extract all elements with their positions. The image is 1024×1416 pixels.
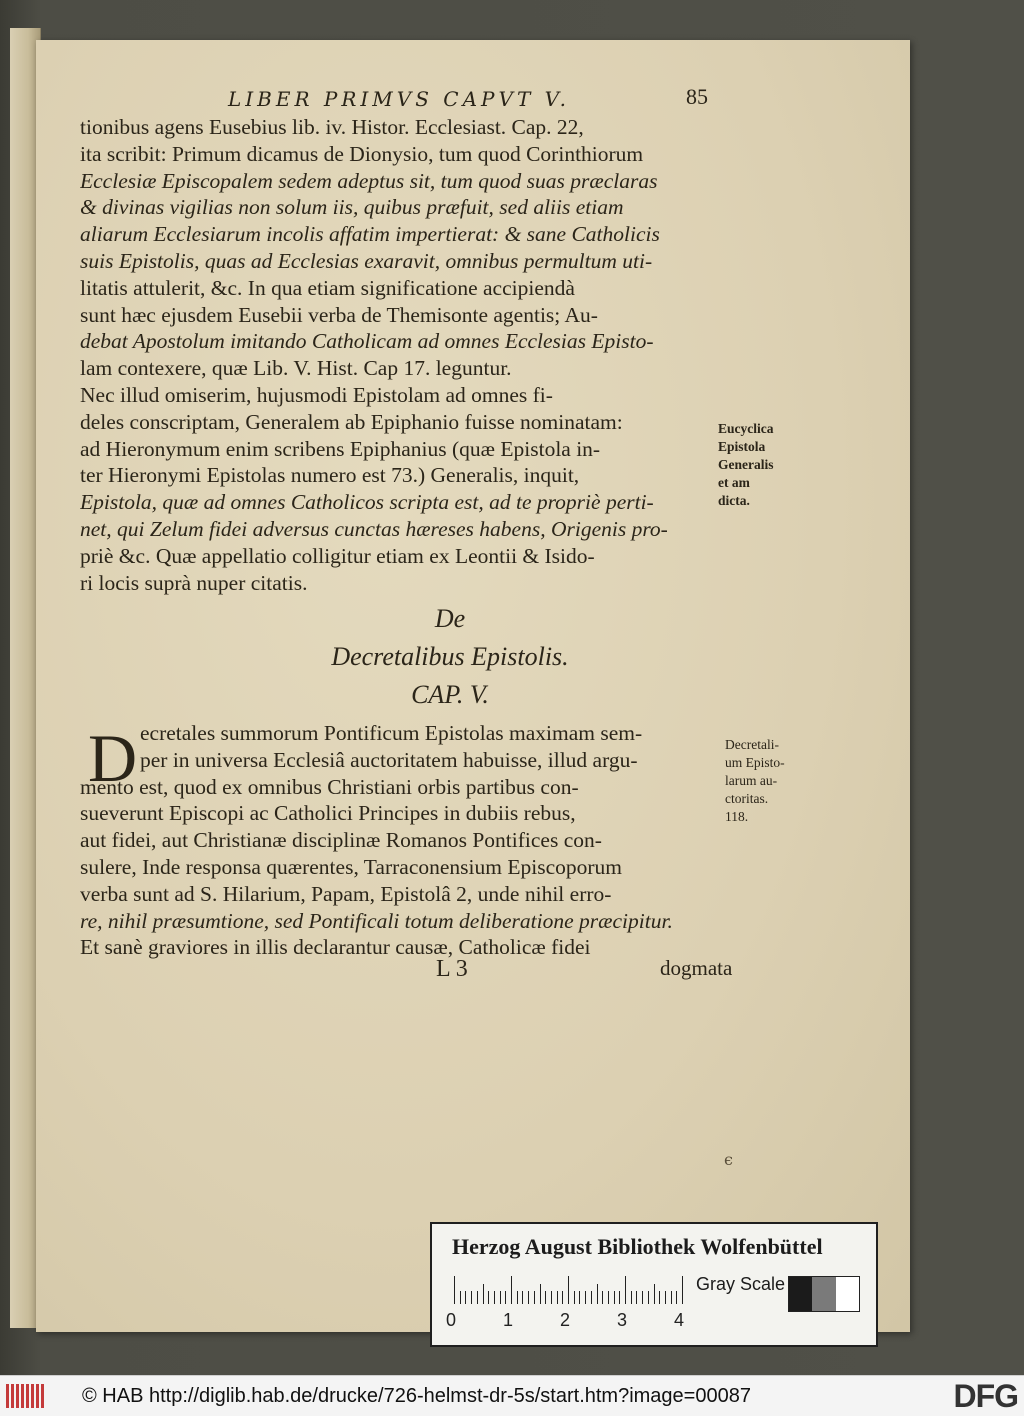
text-line: suis Epistolis, quas ad Ecclesias exaravit, omnibus permultum uti- — [80, 249, 653, 273]
ruler-tick — [597, 1284, 598, 1304]
drop-capital: D — [88, 720, 138, 796]
ruler-tick — [585, 1291, 586, 1304]
ruler-tick — [574, 1291, 575, 1304]
ruler-tick — [477, 1291, 478, 1304]
ruler-tick — [460, 1291, 461, 1304]
ruler-tick — [522, 1291, 523, 1304]
ruler-tick — [631, 1291, 632, 1304]
ruler-tick — [591, 1291, 592, 1304]
ruler-tick — [602, 1291, 603, 1304]
ruler-tick — [483, 1284, 484, 1304]
ruler-tick — [545, 1291, 546, 1304]
ruler-tick — [540, 1284, 541, 1304]
signature-mark: L 3 — [436, 956, 468, 982]
gray-patch — [789, 1277, 812, 1311]
ruler-number: 0 — [446, 1310, 457, 1330]
ruler-tick — [511, 1276, 512, 1304]
text-line: priè &c. Quæ appellatio colligitur etiam ex Leontii & Isido- — [80, 543, 595, 568]
ruler-number: 3 — [617, 1310, 628, 1330]
ruler-tick — [551, 1291, 552, 1304]
text-line: ter Hieronymi Epistolas numero est 73.) Generalis, inquit, — [80, 463, 580, 488]
ruler-tick — [557, 1291, 558, 1304]
text-line: aliarum Ecclesiarum incolis affatim impertierat: & sane Catholicis — [80, 222, 660, 247]
text-line: sunt hæc ejusdem Eusebii verba de Themisonte agentis; Au- — [80, 302, 598, 327]
ruler-tick — [642, 1291, 643, 1304]
heading-de: De — [434, 604, 466, 633]
barcode-icon — [6, 1384, 50, 1408]
text-line: verba sunt ad S. Hilarium, Papam, Epistolâ 2, unde nihil erro- — [80, 881, 612, 906]
text-line: debat Apostolum imitando Catholicam ad omnes Ecclesias Episto- — [80, 329, 654, 354]
ruler-tick — [636, 1291, 637, 1304]
dfg-logo: DFG — [953, 1378, 1018, 1414]
ruler-tick — [517, 1291, 518, 1304]
ruler-tick — [671, 1291, 672, 1304]
gray-patch — [812, 1277, 835, 1311]
ruler-number: 1 — [503, 1310, 514, 1330]
text-line: sueverunt Episcopi ac Catholici Principes in dubiis rebus, — [80, 801, 576, 826]
ruler-tick — [676, 1291, 677, 1304]
ruler-tick — [568, 1276, 569, 1304]
text-line: ad Hieronymum enim scribens Epiphanius (quæ Epistola in- — [80, 436, 601, 461]
gray-patch — [836, 1277, 859, 1311]
page-number: 85 — [686, 84, 708, 109]
text-line: tionibus agens Eusebius lib. iv. Histor. Ecclesiast. Cap. 22, — [80, 115, 584, 139]
gray-scale-label: Gray Scale — [696, 1274, 786, 1294]
heading-chapter: CAP. V. — [411, 680, 489, 709]
text-line: deles conscriptam, Generalem ab Epiphanio fuisse nominatam: — [80, 409, 623, 434]
text-line: & divinas vigilias non solum iis, quibus præfuit, sed aliis etiam — [80, 195, 624, 220]
ruler-tick — [579, 1291, 580, 1304]
ruler-tick — [625, 1276, 626, 1304]
text-line: ri locis suprà nuper citatis. — [80, 570, 308, 595]
text-line: Epistola, quæ ad omnes Catholicos scripta est, ad te propriè perti- — [80, 490, 654, 515]
text-line: aut fidei, aut Christianæ disciplinæ Romanos Pontifices con- — [80, 828, 602, 853]
text-line: Nec illud omiserim, hujusmodi Epistolam ad omnes fi- — [80, 383, 553, 407]
text-line: net, qui Zelum fidei adversus cunctas hæreses habens, Origenis pro- — [80, 517, 668, 541]
catchword: dogmata — [660, 956, 733, 980]
ruler-tick — [614, 1291, 615, 1304]
text-line: sulere, Inde responsa quærentes, Tarraconensium Episcoporum — [80, 855, 623, 879]
running-head: LIBER PRIMVS CAPVT V. — [228, 87, 570, 111]
text-line: mento est, quod ex omnibus Christiani orbis partibus con- — [80, 774, 579, 799]
text-line: lam contexere, quæ Lib. V. Hist. Cap 17. leguntur. — [80, 356, 512, 381]
text-line: litatis attulerit, &c. In qua etiam significatione accipiendà — [80, 275, 575, 300]
color-reference-card — [430, 1222, 878, 1347]
ruler-tick — [528, 1291, 529, 1304]
ruler-numbers — [446, 1310, 706, 1336]
footer-bar — [0, 1375, 1024, 1416]
ruler-tick — [682, 1276, 683, 1304]
ruler-tick — [488, 1291, 489, 1304]
library-name: Herzog August Bibliothek Wolfenbüttel — [452, 1234, 823, 1259]
ruler-tick — [608, 1291, 609, 1304]
ruler-tick — [494, 1291, 495, 1304]
gray-scale-swatch — [788, 1276, 860, 1312]
ruler-tick — [454, 1276, 455, 1304]
heading-title: Decretalibus Epistolis. — [331, 642, 569, 671]
text-line: re, nihil præsumtione, sed Pontificali totum deliberatione præcipitur. — [80, 908, 673, 933]
copyright-link[interactable]: © HAB http://diglib.hab.de/drucke/726-helmst-dr-5s/start.htm?image=00087 — [82, 1385, 751, 1407]
ruler-tick — [500, 1291, 501, 1304]
ruler-tick — [654, 1284, 655, 1304]
ruler-tick — [562, 1291, 563, 1304]
ruler-tick — [471, 1291, 472, 1304]
ruler-tick — [665, 1291, 666, 1304]
page-blemish: ϵ — [724, 1150, 733, 1169]
measurement-ruler — [454, 1272, 704, 1312]
text-line: ecretales summorum Pontificum Epistolas maximam sem- — [140, 721, 643, 745]
margin-note-eucyclica: Eucyclica Epistola Generalis et am dicta. — [718, 421, 774, 508]
ruler-tick — [619, 1291, 620, 1304]
ruler-tick — [534, 1291, 535, 1304]
ruler-tick — [648, 1291, 649, 1304]
ruler-tick — [659, 1291, 660, 1304]
margin-note-decretalium: Decretali- um Episto- larum au- ctoritas. 118. — [725, 737, 785, 824]
text-line: Et sanè graviores in illis declarantur causæ, Catholicæ fidei — [80, 935, 591, 960]
ruler-number: 4 — [674, 1310, 685, 1330]
ruler-number: 2 — [560, 1310, 571, 1330]
text-line: per in universa Ecclesiâ auctoritatem habuisse, illud argu- — [140, 747, 638, 772]
ruler-tick — [505, 1291, 506, 1304]
text-line: Ecclesiæ Episcopalem sedem adeptus sit, tum quod suas præclaras — [80, 168, 658, 193]
ruler-tick — [465, 1291, 466, 1304]
text-line: ita scribit: Primum dicamus de Dionysio, tum quod Corinthiorum — [80, 141, 644, 166]
